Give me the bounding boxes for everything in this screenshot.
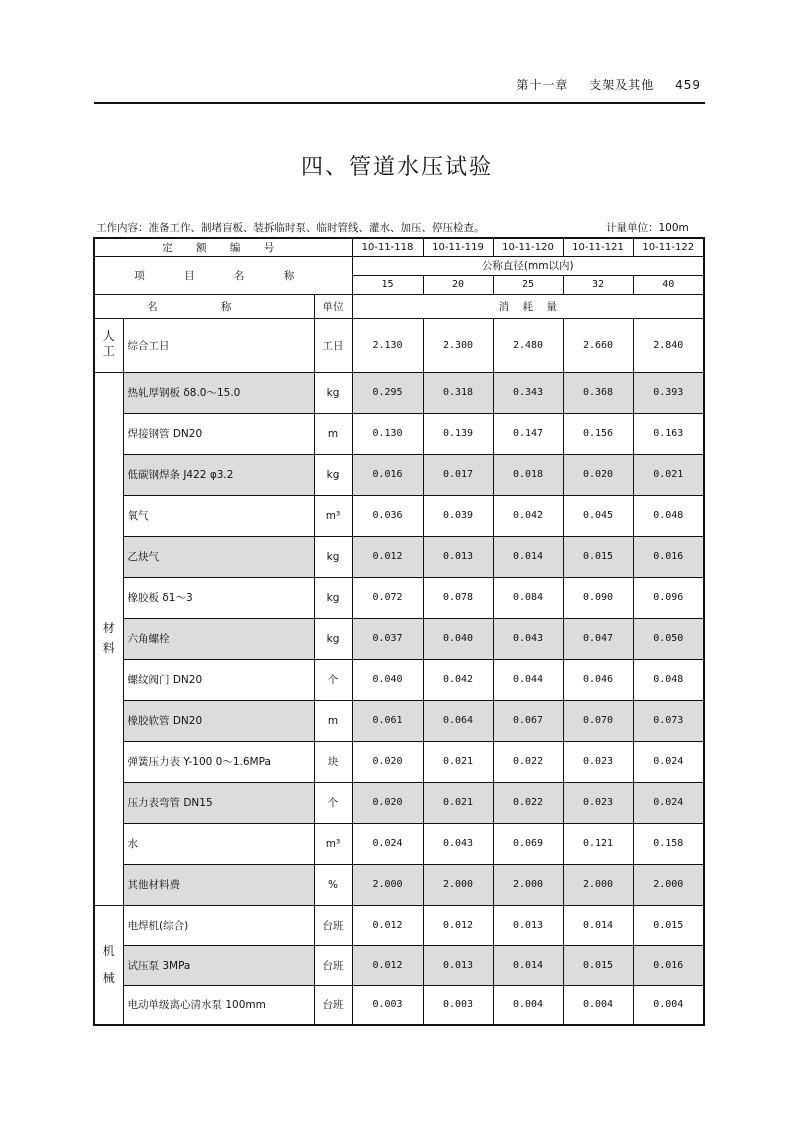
item-name: 试压泵 3MPa	[123, 945, 314, 985]
item-name: 综合工日	[123, 318, 314, 372]
name-label: 名 称	[94, 294, 314, 318]
item-value: 0.067	[493, 700, 563, 741]
column-header-row	[94, 294, 704, 318]
item-value: 2.000	[423, 864, 493, 905]
item-value: 0.020	[563, 454, 633, 495]
table-row	[94, 318, 704, 372]
table-row	[94, 577, 704, 618]
item-value: 0.024	[633, 741, 704, 782]
item-value: 0.018	[493, 454, 563, 495]
page-header	[94, 72, 705, 104]
item-value: 0.064	[423, 700, 493, 741]
item-value: 0.014	[493, 945, 563, 985]
item-name: 低碳钢焊条 J422 φ3.2	[123, 454, 314, 495]
item-unit: 块	[314, 741, 352, 782]
category-text: 人工	[102, 328, 115, 359]
item-unit: kg	[314, 536, 352, 577]
item-value: 2.840	[633, 318, 704, 372]
item-value: 0.043	[423, 823, 493, 864]
item-value: 0.318	[423, 372, 493, 413]
item-value: 2.130	[352, 318, 423, 372]
item-name: 电焊机(综合)	[123, 905, 314, 945]
item-name: 橡胶软管 DN20	[123, 700, 314, 741]
item-value: 2.660	[563, 318, 633, 372]
diameter-value: 40	[633, 275, 704, 294]
item-value: 2.480	[493, 318, 563, 372]
item-value: 0.295	[352, 372, 423, 413]
category-text: 料	[102, 640, 115, 655]
page-number: 459	[675, 78, 701, 92]
diameter-label-row	[94, 256, 704, 275]
unit-label: 单位	[314, 294, 352, 318]
table-row	[94, 864, 704, 905]
category-label	[94, 372, 123, 905]
item-value: 0.139	[423, 413, 493, 454]
category-text: 材	[102, 621, 115, 636]
item-value: 0.024	[633, 782, 704, 823]
diameter-value: 15	[352, 275, 423, 294]
table-row	[94, 985, 704, 1025]
quota-code: 10-11-122	[633, 238, 704, 256]
item-value: 0.042	[423, 659, 493, 700]
item-value: 0.020	[352, 741, 423, 782]
diameter-value: 32	[563, 275, 633, 294]
item-value: 0.012	[352, 905, 423, 945]
item-value: 0.013	[493, 905, 563, 945]
item-value: 0.003	[352, 985, 423, 1025]
item-value: 0.163	[633, 413, 704, 454]
item-unit: kg	[314, 618, 352, 659]
table-row	[94, 700, 704, 741]
table-row	[94, 495, 704, 536]
item-unit: m	[314, 413, 352, 454]
item-name: 焊接钢管 DN20	[123, 413, 314, 454]
quota-code: 10-11-119	[423, 238, 493, 256]
diameter-value: 25	[493, 275, 563, 294]
item-value: 0.013	[423, 945, 493, 985]
diameter-value: 20	[423, 275, 493, 294]
item-value: 2.300	[423, 318, 493, 372]
item-value: 2.000	[563, 864, 633, 905]
item-value: 0.004	[633, 985, 704, 1025]
item-value: 0.158	[633, 823, 704, 864]
category-text: 机械	[102, 944, 115, 985]
item-value: 0.003	[423, 985, 493, 1025]
table-row	[94, 413, 704, 454]
item-value: 0.012	[352, 536, 423, 577]
table-row	[94, 659, 704, 700]
chapter-label: 第十一章	[516, 78, 569, 92]
item-unit: 台班	[314, 945, 352, 985]
item-value: 0.023	[563, 741, 633, 782]
diameter-label: 公称直径(mm以内)	[352, 256, 704, 275]
item-value: 0.044	[493, 659, 563, 700]
item-value: 0.043	[493, 618, 563, 659]
item-value: 0.048	[633, 495, 704, 536]
item-value: 0.078	[423, 577, 493, 618]
item-unit: m³	[314, 823, 352, 864]
category-label	[94, 905, 123, 1025]
item-value: 0.021	[633, 454, 704, 495]
table-row	[94, 618, 704, 659]
item-value: 0.343	[493, 372, 563, 413]
item-value: 0.015	[633, 905, 704, 945]
item-unit: kg	[314, 372, 352, 413]
item-unit: 工日	[314, 318, 352, 372]
item-value: 0.016	[633, 536, 704, 577]
category-label	[94, 318, 123, 372]
item-value: 0.061	[352, 700, 423, 741]
item-value: 0.073	[633, 700, 704, 741]
item-unit: kg	[314, 454, 352, 495]
item-name: 螺纹阀门 DN20	[123, 659, 314, 700]
table-row	[94, 536, 704, 577]
quota-code: 10-11-118	[352, 238, 423, 256]
table-row	[94, 905, 704, 945]
item-value: 0.130	[352, 413, 423, 454]
work-content: 工作内容：准备工作、制堵盲板、装拆临时泵、临时管线、灌水、加压、停压检查。	[96, 222, 485, 234]
item-value: 2.000	[352, 864, 423, 905]
item-value: 0.045	[563, 495, 633, 536]
item-value: 0.022	[493, 741, 563, 782]
item-unit: 台班	[314, 905, 352, 945]
item-value: 0.020	[352, 782, 423, 823]
item-name: 其他材料费	[123, 864, 314, 905]
item-value: 0.022	[493, 782, 563, 823]
section-label: 支架及其他	[589, 78, 655, 92]
item-value: 0.036	[352, 495, 423, 536]
page-title: 四、管道水压试验	[300, 155, 493, 180]
item-name: 橡胶板 δ1～3	[123, 577, 314, 618]
item-value: 0.046	[563, 659, 633, 700]
item-value: 0.069	[493, 823, 563, 864]
item-value: 0.021	[423, 741, 493, 782]
item-value: 0.050	[633, 618, 704, 659]
item-name: 氧气	[123, 495, 314, 536]
header-text	[500, 76, 701, 93]
item-name: 乙炔气	[123, 536, 314, 577]
consumption-label: 消 耗 量	[352, 294, 704, 318]
item-value: 0.015	[563, 536, 633, 577]
item-value: 0.012	[423, 905, 493, 945]
item-value: 2.000	[493, 864, 563, 905]
quota-code: 10-11-120	[493, 238, 563, 256]
item-name: 弹簧压力表 Y-100 0～1.6MPa	[123, 741, 314, 782]
item-value: 0.016	[633, 945, 704, 985]
item-value: 0.084	[493, 577, 563, 618]
item-value: 0.012	[352, 945, 423, 985]
item-value: 0.015	[563, 945, 633, 985]
quota-code: 10-11-121	[563, 238, 633, 256]
table-row	[94, 372, 704, 413]
table-body	[94, 238, 704, 1025]
item-value: 0.121	[563, 823, 633, 864]
measure-unit: 计量单位：100m	[606, 222, 689, 234]
item-value: 0.368	[563, 372, 633, 413]
item-value: 0.393	[633, 372, 704, 413]
item-value: 0.090	[563, 577, 633, 618]
item-value: 0.040	[423, 618, 493, 659]
item-value: 0.047	[563, 618, 633, 659]
item-label: 项 目 名 称	[94, 256, 352, 294]
table-row	[94, 823, 704, 864]
item-value: 0.039	[423, 495, 493, 536]
item-value: 0.004	[563, 985, 633, 1025]
item-value: 0.147	[493, 413, 563, 454]
item-value: 0.023	[563, 782, 633, 823]
table-row	[94, 741, 704, 782]
item-value: 0.042	[493, 495, 563, 536]
item-value: 0.156	[563, 413, 633, 454]
item-value: 0.013	[423, 536, 493, 577]
item-name: 六角螺栓	[123, 618, 314, 659]
item-unit: m	[314, 700, 352, 741]
item-unit: m³	[314, 495, 352, 536]
item-value: 0.004	[493, 985, 563, 1025]
item-name: 压力表弯管 DN15	[123, 782, 314, 823]
item-value: 0.021	[423, 782, 493, 823]
table-row	[94, 454, 704, 495]
item-name: 热轧厚钢板 δ8.0～15.0	[123, 372, 314, 413]
item-value: 0.014	[563, 905, 633, 945]
item-value: 0.040	[352, 659, 423, 700]
item-value: 0.048	[633, 659, 704, 700]
item-value: 0.037	[352, 618, 423, 659]
item-value: 0.070	[563, 700, 633, 741]
item-unit: %	[314, 864, 352, 905]
table-row	[94, 782, 704, 823]
quota-table	[93, 237, 705, 1026]
item-unit: 个	[314, 659, 352, 700]
item-value: 2.000	[633, 864, 704, 905]
item-value: 0.016	[352, 454, 423, 495]
item-name: 电动单级离心清水泵 100mm	[123, 985, 314, 1025]
item-unit: 个	[314, 782, 352, 823]
item-name: 水	[123, 823, 314, 864]
quota-label: 定 额 编 号	[94, 238, 352, 256]
code-row	[94, 238, 704, 256]
table-row	[94, 945, 704, 985]
item-value: 0.072	[352, 577, 423, 618]
item-unit: 台班	[314, 985, 352, 1025]
item-value: 0.017	[423, 454, 493, 495]
item-value: 0.014	[493, 536, 563, 577]
item-unit: kg	[314, 577, 352, 618]
item-value: 0.096	[633, 577, 704, 618]
item-value: 0.024	[352, 823, 423, 864]
